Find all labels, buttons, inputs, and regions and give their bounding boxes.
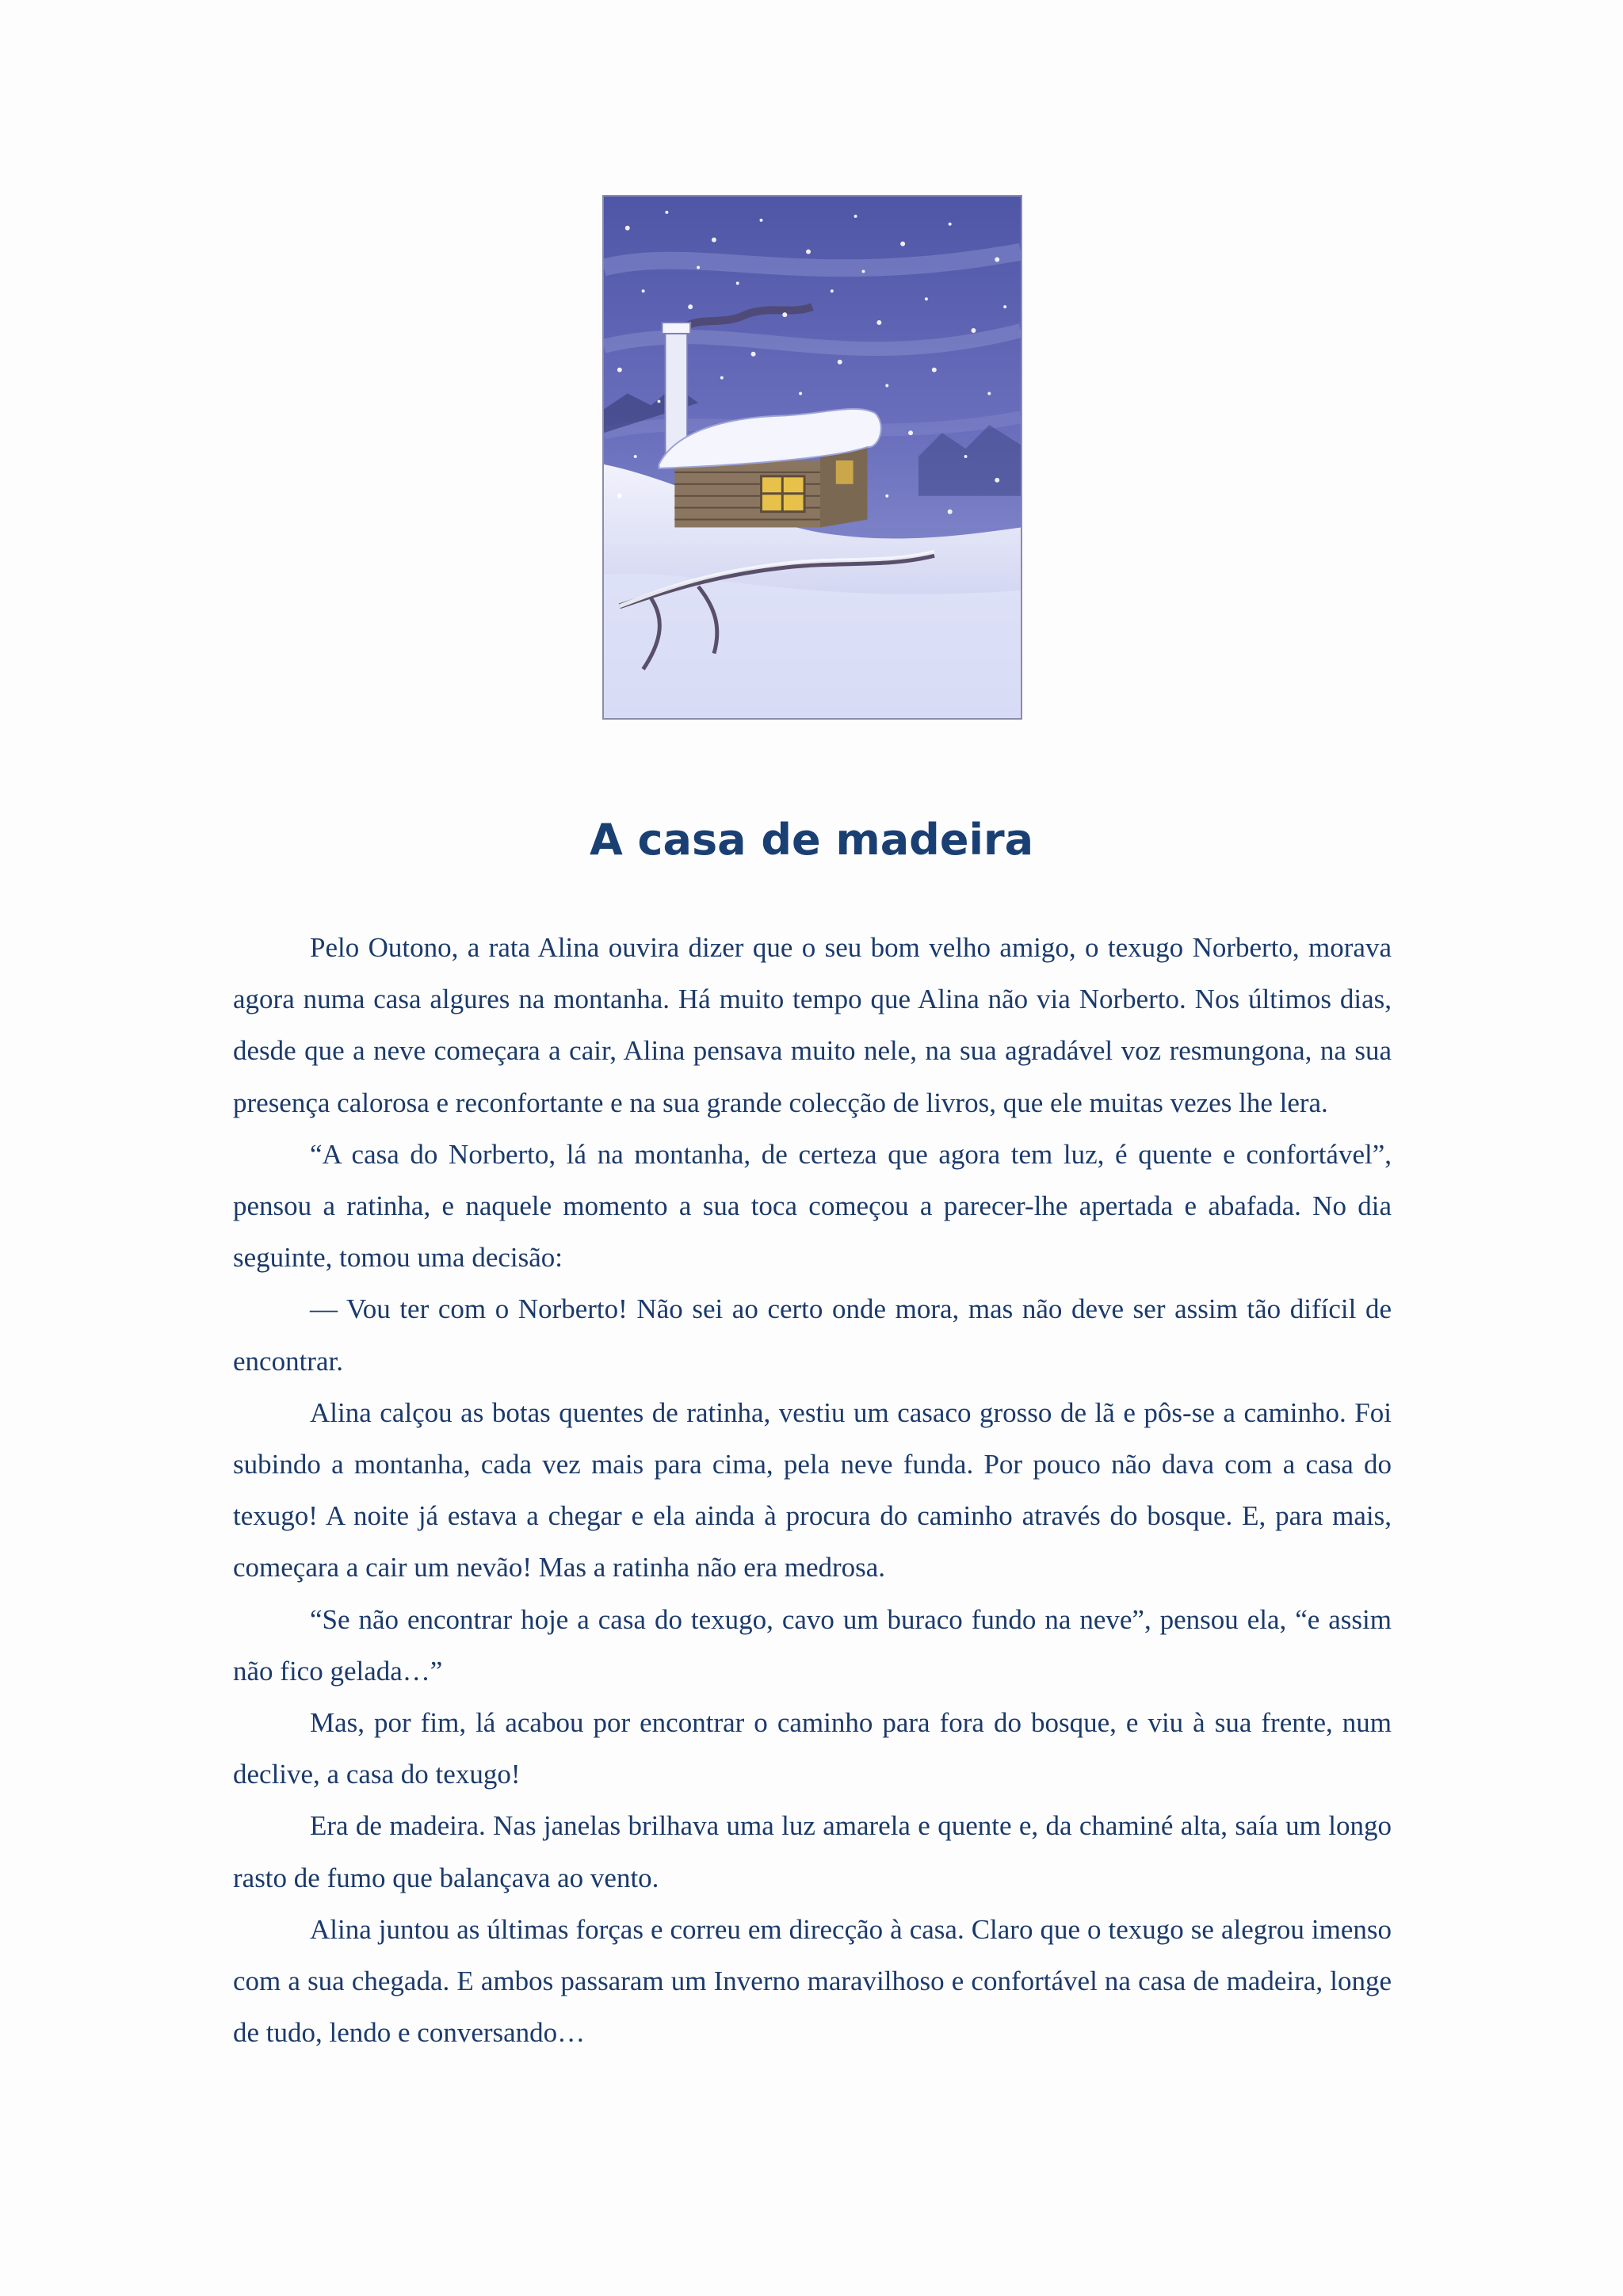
- cabin-illustration: [602, 195, 1022, 720]
- snowy-cabin-image: [604, 197, 1021, 718]
- story-paragraph: Alina calçou as botas quentes de ratinha, vestiu um casaco grosso de lã e pôs-se a caminho. Foi subindo a montanha, cada vez mais para cima, pela neve funda. Por pouco não dava com a casa do texugo! A noite já estava a chegar e ela ainda à procura do caminho através do bosque. E, para mais, começara a cair um nevão! Mas a ratinha não era medrosa.: [233, 1396, 1392, 1584]
- story-paragraph: Pelo Outono, a rata Alina ouvira dizer que o seu bom velho amigo, o texugo Norberto, morava agora numa casa algures na montanha. Há muito tempo que Alina não via Norberto. Nos últimos dias, desde que a neve começara a cair, Alina pensava muito nele, na sua agradável voz resmungona, na sua presença calorosa e reconfortante e na sua grande colecção de livros, que ele muitas vezes lhe lera.: [233, 932, 1392, 1118]
- story-paragraph: — Vou ter com o Norberto! Não sei ao certo onde mora, mas não deve ser assim tão difícil de encontrar.: [233, 1293, 1392, 1377]
- story-title: A casa de madeira: [589, 815, 1034, 865]
- story-paragraph: Alina juntou as últimas forças e correu em direcção à casa. Claro que o texugo se alegrou imenso com a sua chegada. E ambos passaram um Inverno maravilhoso e confortável na casa de madeira, longe de tudo, lendo e conversando…: [233, 1913, 1392, 2049]
- story-paragraph: Mas, por fim, lá acabou por encontrar o caminho para fora do bosque, e viu à sua frente, num declive, a casa do texugo!: [233, 1707, 1392, 1790]
- story-paragraph: “A casa do Norberto, lá na montanha, de certeza que agora tem luz, é quente e confortável”, pensou a ratinha, e naquele momento a sua toca começou a parecer-lhe apertada e abafada. No dia seguinte, tomou uma decisão:: [233, 1138, 1392, 1274]
- story-body: [233, 922, 1392, 2058]
- story-paragraph: “Se não encontrar hoje a casa do texugo, cavo um buraco fundo na neve”, pensou ela, “e assim não fico gelada…”: [233, 1603, 1392, 1687]
- story-paragraph: Era de madeira. Nas janelas brilhava uma luz amarela e quente e, da chaminé alta, saía um longo rasto de fumo que balançava ao vento.: [233, 1810, 1392, 1893]
